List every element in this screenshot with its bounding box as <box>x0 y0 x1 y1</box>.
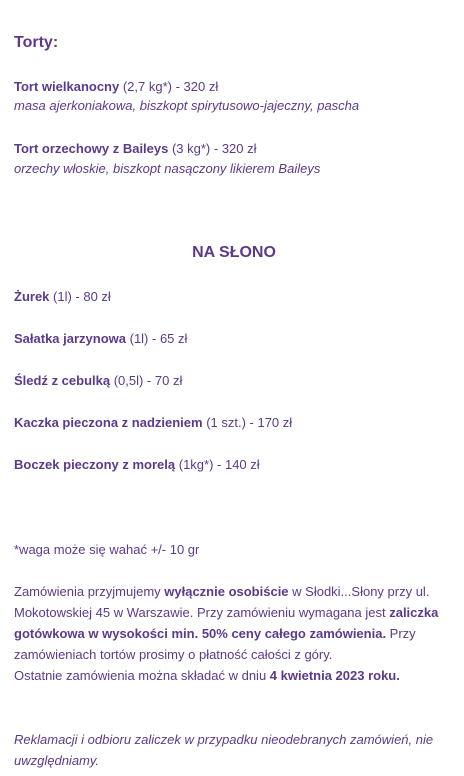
orders-text: w Słodki...Słony przy ul. Mokotowskiej 45 w Warszawie. Przy zamówieniu wymagana jest <box>14 584 430 620</box>
cake-name: Tort orzechowy z Baileys <box>14 141 169 156</box>
orders-text: Przy zamówieniach tortów prosimy o płatność całości z góry. <box>14 626 416 662</box>
savory-detail: (0,5l) - 70 zł <box>110 373 183 388</box>
savory-name: Żurek <box>14 289 50 304</box>
savory-detail: (1 szt.) - 170 zł <box>202 415 293 430</box>
savory-item <box>14 289 111 305</box>
orders-text: Zamówienia przyjmujemy <box>14 584 165 599</box>
savory-detail: (1l) - 65 zł <box>126 331 188 346</box>
cake-name: Tort wielkanocny <box>14 79 120 94</box>
savory-heading: NA SŁONO <box>192 244 276 261</box>
savory-item <box>14 415 292 431</box>
savory-name: Kaczka pieczona z nadzieniem <box>14 415 203 430</box>
savory-detail: (1l) - 80 zł <box>49 289 111 304</box>
savory-item <box>14 457 260 473</box>
cake-item-walnut <box>14 141 257 157</box>
savory-detail: (1kg*) - 140 zł <box>175 457 260 472</box>
orders-deadline-date: 4 kwietnia 2023 roku. <box>269 668 400 683</box>
savory-item <box>14 373 182 389</box>
orders-emphasis: zaliczka gotówkowa w wysokości min. 50% ceny całego zamówienia. <box>14 605 439 641</box>
orders-emphasis: wyłącznie osobiście <box>164 584 289 599</box>
cake-item-easter <box>14 79 218 95</box>
savory-name: Śledź z cebulką <box>14 373 111 388</box>
cake-description: masa ajerkoniakowa, biszkopt spirytusowo-jajeczny, pascha <box>14 98 360 113</box>
complaints-note: Reklamacji i odbioru zaliczek w przypadku nieodebranych zamówień, nie uwzględniamy. <box>14 732 434 768</box>
orders-deadline-text: Ostatnie zamówienia można składać w dniu <box>14 668 270 683</box>
savory-name: Boczek pieczony z morelą <box>14 457 176 472</box>
weight-note: *waga może się wahać +/- 10 gr <box>14 542 200 557</box>
cake-detail: (3 kg*) - 320 zł <box>168 141 257 156</box>
cake-description: orzechy włoskie, biszkopt nasączony likierem Baileys <box>14 161 321 176</box>
savory-item <box>14 331 187 347</box>
cake-detail: (2,7 kg*) - 320 zł <box>119 79 219 94</box>
savory-name: Sałatka jarzynowa <box>14 331 126 346</box>
orders-paragraph <box>14 581 450 686</box>
cakes-heading: Torty: <box>14 34 59 51</box>
